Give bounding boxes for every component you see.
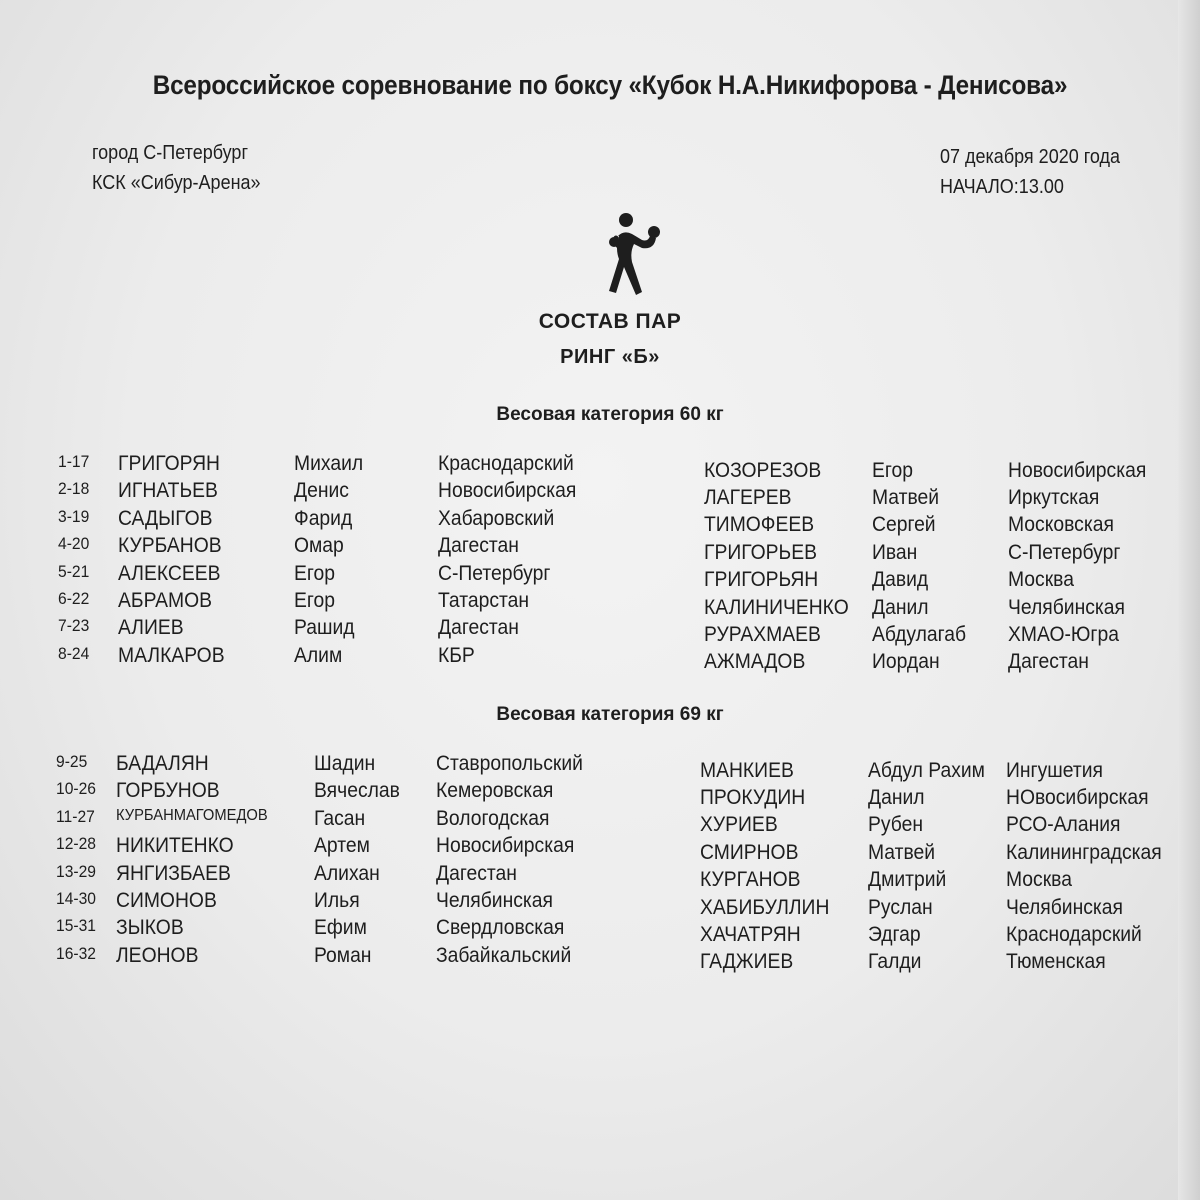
cell-red-region: Дагестан [436, 861, 517, 885]
cell-red-surname: КУРБАНОВ [118, 534, 222, 558]
cell-num: 4-20 [58, 534, 90, 554]
cell-red-name: Вячеслав [314, 779, 400, 803]
cell-num: 7-23 [58, 616, 90, 636]
cell-red-surname: СИМОНОВ [116, 889, 217, 912]
cell-blue-surname: ТИМОФЕЕВ [704, 513, 815, 537]
cell-blue-region: Новосибирская [1008, 458, 1147, 482]
cell-blue-name: Абдул Рахим [868, 758, 985, 782]
cell-red-surname: ЗЫКОВ [116, 916, 184, 940]
cell-blue-name: Иордан [872, 650, 940, 674]
cell-red-surname: ГОРБУНОВ [116, 779, 220, 803]
cell-red-region: Ставропольский [436, 752, 583, 775]
city-text: город С-Петербург [92, 142, 249, 164]
venue-text: КСК «Сибур-Арена» [92, 172, 261, 194]
cell-blue-surname: ГРИГОРЬЯН [704, 568, 819, 592]
table-row [0, 834, 1200, 862]
cell-num: 6-22 [58, 589, 90, 608]
cell-blue-region: НОвосибирская [1006, 785, 1149, 809]
cell-blue-surname: ХУРИЕВ [700, 813, 778, 837]
cell-red-region: Хабаровский [438, 506, 555, 530]
table-row [0, 616, 1200, 644]
cell-blue-name: Рубен [868, 813, 924, 837]
cell-blue-name: Давид [872, 568, 929, 592]
cell-red-region: Забайкальский [436, 943, 572, 967]
cell-red-region: Челябинская [436, 889, 553, 912]
cell-blue-region: Калининградская [1006, 840, 1162, 864]
cell-red-name: Артем [314, 834, 370, 858]
cell-red-name: Егор [294, 561, 336, 585]
cell-blue-surname: ГАДЖИЕВ [700, 950, 794, 974]
cell-blue-name: Матвей [868, 840, 936, 864]
cell-blue-name: Иван [872, 540, 918, 564]
cell-num: 8-24 [58, 643, 90, 663]
table-row [0, 944, 1200, 972]
cell-blue-region: ХМАО-Югра [1008, 622, 1119, 646]
table-row [0, 562, 1200, 590]
cell-blue-region: Москва [1006, 868, 1072, 892]
cell-blue-name: Дмитрий [868, 868, 947, 892]
cell-red-region: Новосибирская [438, 479, 577, 503]
cell-blue-region: Ингушетия [1006, 758, 1103, 782]
table-row [0, 779, 1200, 807]
cell-num: 16-32 [56, 943, 97, 963]
table-row [0, 644, 1200, 672]
start-time-text: НАЧАЛО:13.00 [940, 176, 1064, 198]
cell-blue-surname: АЖМАДОВ [704, 650, 806, 674]
cell-red-surname: САДЫГОВ [118, 506, 213, 530]
cell-blue-region: Дагестан [1008, 650, 1089, 674]
cell-red-surname: БАДАЛЯН [116, 752, 209, 775]
cell-blue-name: Руслан [868, 895, 933, 919]
cell-red-name: Гасан [314, 806, 366, 830]
table-row [0, 916, 1200, 944]
cell-blue-name: Абдулагаб [872, 622, 967, 646]
cell-blue-surname: ХАБИБУЛЛИН [700, 895, 830, 919]
category-69-heading: Весовая категория 69 кг [496, 704, 724, 725]
cell-red-region: КБР [438, 643, 475, 667]
cell-blue-surname: ЛАГЕРЕВ [704, 485, 792, 509]
cell-red-surname: АЛЕКСЕЕВ [118, 561, 221, 585]
cell-red-region: Дагестан [438, 616, 519, 640]
cell-red-name: Роман [314, 943, 372, 967]
cell-red-surname: НИКИТЕНКО [116, 834, 234, 858]
date-text: 07 декабря 2020 года [940, 146, 1121, 168]
cell-blue-region: С-Петербург [1008, 540, 1121, 564]
cell-red-name: Алихан [314, 861, 380, 885]
cell-num: 15-31 [56, 916, 97, 936]
cell-num: 5-21 [58, 561, 90, 581]
cell-blue-region: Челябинская [1008, 595, 1125, 619]
table-row [0, 534, 1200, 562]
cell-red-region: Дагестан [438, 534, 519, 558]
cell-red-region: С-Петербург [438, 561, 551, 585]
ring-heading: РИНГ «Б» [560, 346, 660, 368]
cell-red-name: Омар [294, 534, 344, 558]
location-block [92, 138, 261, 198]
cell-blue-region: Иркутская [1008, 485, 1100, 509]
cell-red-surname: КУРБАНМАГОМЕДОВ [116, 806, 268, 824]
cell-red-region: Свердловская [436, 916, 565, 940]
cell-red-region: Краснодарский [438, 452, 574, 475]
table-row [0, 889, 1200, 917]
cell-blue-name: Сергей [872, 513, 936, 537]
cell-blue-region: Челябинская [1006, 895, 1123, 919]
cell-blue-region: Краснодарский [1006, 922, 1142, 946]
cell-num: 3-19 [58, 506, 90, 526]
schedule-block [940, 142, 1120, 202]
cell-red-surname: МАЛКАРОВ [118, 643, 225, 667]
cell-red-name: Шадин [314, 752, 376, 775]
cell-blue-surname: ГРИГОРЬЕВ [704, 540, 817, 564]
cell-num: 14-30 [56, 889, 97, 908]
table-row [0, 507, 1200, 535]
cell-blue-region: Московская [1008, 513, 1114, 537]
cell-num: 13-29 [56, 861, 97, 881]
cell-red-surname: ИГНАТЬЕВ [118, 479, 218, 503]
cell-red-surname: ЛЕОНОВ [116, 943, 199, 967]
cell-red-region: Новосибирская [436, 834, 575, 858]
cell-blue-surname: ПРОКУДИН [700, 785, 806, 809]
cell-blue-surname: МАНКИЕВ [700, 758, 794, 782]
cell-blue-surname: КОЗОРЕЗОВ [704, 458, 822, 482]
cell-blue-surname: СМИРНОВ [700, 840, 799, 864]
cell-blue-name: Егор [872, 458, 914, 482]
cell-blue-surname: КУРГАНОВ [700, 868, 801, 892]
boxer-pictogram-icon [588, 212, 662, 304]
cell-blue-surname: РУРАХМАЕВ [704, 622, 821, 646]
cell-blue-region: Москва [1008, 568, 1074, 592]
cell-red-name: Фарид [294, 506, 353, 530]
cell-num: 12-28 [56, 834, 97, 854]
cell-num: 9-25 [56, 752, 88, 771]
cell-blue-name: Эдгар [868, 922, 921, 946]
cell-red-region: Кемеровская [436, 779, 554, 803]
cell-num: 2-18 [58, 479, 90, 499]
cell-red-region: Татарстан [438, 589, 530, 612]
cell-red-name: Рашид [294, 616, 355, 640]
cell-red-surname: ГРИГОРЯН [118, 452, 221, 475]
table-row [0, 589, 1200, 617]
cell-num: 1-17 [58, 452, 90, 471]
cell-red-name: Илья [314, 889, 360, 912]
document-title: Всероссийское соревнование по боксу «Кубок Н.А.Никифорова - Денисова» [152, 70, 1068, 100]
cell-red-surname: АЛИЕВ [118, 616, 184, 640]
cell-blue-name: Данил [872, 595, 929, 619]
cell-num: 11-27 [56, 806, 95, 826]
cell-red-name: Егор [294, 589, 336, 612]
table-row [0, 452, 1200, 480]
table-row [0, 479, 1200, 507]
cell-red-name: Ефим [314, 916, 367, 940]
table-row [0, 752, 1200, 780]
cell-blue-surname: КАЛИНИЧЕНКО [704, 595, 849, 619]
cell-blue-region: Тюменская [1006, 950, 1106, 974]
cell-blue-name: Галди [868, 950, 922, 974]
cell-red-name: Денис [294, 479, 349, 503]
table-row [0, 862, 1200, 890]
cell-red-surname: ЯНГИЗБАЕВ [116, 861, 231, 885]
cell-blue-region: РСО-Алания [1006, 813, 1121, 837]
table-row [0, 807, 1200, 835]
cell-red-surname: АБРАМОВ [118, 589, 213, 612]
cell-num: 10-26 [56, 779, 97, 799]
cell-red-name: Алим [294, 643, 343, 667]
cell-red-region: Вологодская [436, 806, 550, 830]
cell-blue-name: Данил [868, 785, 925, 809]
cell-blue-name: Матвей [872, 485, 940, 509]
category-60-heading: Весовая категория 60 кг [496, 404, 724, 425]
pairs-heading: СОСТАВ ПАР [538, 310, 682, 333]
cell-blue-surname: ХАЧАТРЯН [700, 922, 801, 946]
cell-red-name: Михаил [294, 452, 364, 475]
